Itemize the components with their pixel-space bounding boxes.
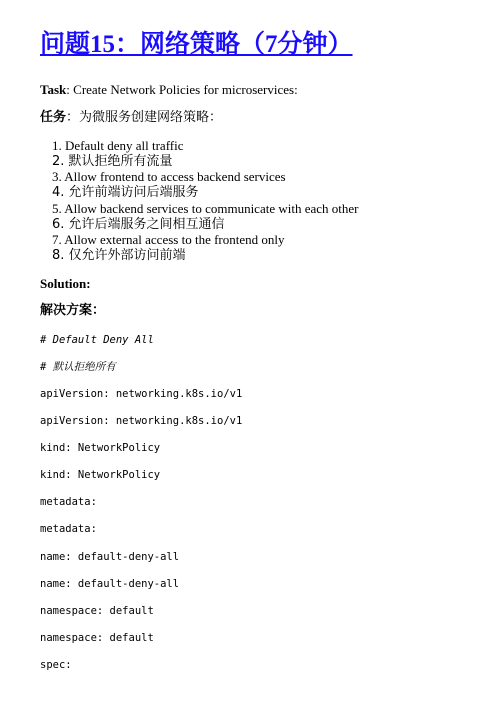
code-line: spec: <box>40 659 72 671</box>
task-line-cn <box>40 110 222 126</box>
code-line: metadata: <box>40 496 97 508</box>
code-line: kind: NetworkPolicy <box>40 469 161 481</box>
page-title[interactable]: 问题15：网络策略（7分钟） <box>40 31 353 58</box>
code-comment-cn: # 默认拒绝所有 <box>40 361 116 373</box>
task-label: Task <box>40 82 67 97</box>
list-item: 6. 允许后端服务之间相互通信 <box>52 216 225 232</box>
list-item: 2. 默认拒绝所有流量 <box>52 153 173 169</box>
list-item: 1. Default deny all traffic <box>52 138 184 153</box>
list-item: 4. 允许前端访问后端服务 <box>52 185 199 201</box>
code-line: name: default-deny-all <box>40 578 180 590</box>
code-line: namespace: default <box>40 632 154 644</box>
task-text-cn: ：为微服务创建网络策略： <box>66 110 223 125</box>
task-line <box>40 82 298 98</box>
steps-list <box>52 138 358 264</box>
code-line: metadata: <box>40 523 97 535</box>
task-label-cn: 任务 <box>40 110 67 125</box>
code-line: apiVersion: networking.k8s.io/v1 <box>40 388 243 400</box>
solution-heading-cn: 解决方案： <box>40 303 106 318</box>
code-line: namespace: default <box>40 605 154 617</box>
list-item: 7. Allow external access to the frontend only <box>52 232 285 248</box>
code-line: kind: NetworkPolicy <box>40 442 161 454</box>
code-line: name: default-deny-all <box>40 551 180 563</box>
solution-heading: Solution: <box>40 276 91 291</box>
list-item: 5. Allow backend services to communicate with each other <box>52 200 359 216</box>
list-item: 8. 仅允许外部访问前端 <box>52 247 186 263</box>
list-item: 3. Allow frontend to access backend services <box>52 169 286 185</box>
task-text: : Create Network Policies for microservices: <box>66 82 298 97</box>
code-comment: # Default Deny All <box>40 334 154 346</box>
code-line: apiVersion: networking.k8s.io/v1 <box>40 415 243 427</box>
